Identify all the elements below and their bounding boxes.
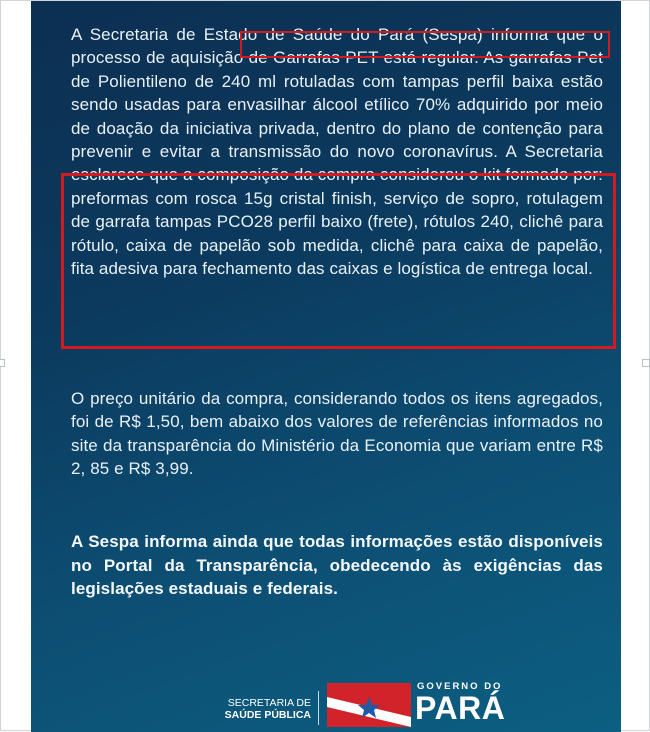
secretaria-logo-text	[191, 697, 311, 721]
secretaria-line-1: SECRETARIA DE	[227, 697, 311, 709]
paragraph-2: O preço unitário da compra, considerando todos os itens agregados, foi de R$ 1,50, bem abaixo dos valores de referências informados no site da transparência do Ministério da Economia que variam entre R$ 2, 85 e R$ 3,99.	[71, 389, 603, 479]
highlight-box-kit	[61, 173, 616, 349]
governo-do-label: GOVERNO DO	[417, 681, 503, 692]
highlight-box-regular	[240, 31, 610, 58]
secretaria-line-2: SAÚDE PÚBLICA	[224, 709, 311, 721]
footer-divider	[318, 691, 319, 725]
estado-para-label: PARÁ	[415, 690, 506, 726]
paragraph-1: A Secretaria de Estado de Saúde do Pará (Sespa) informa que o processo de aquisição de Garrafas PET está regular. As garrafas Pet de Polientileno de 240 ml rotuladas com tampas perfil baixa estão sendo usadas para envasilhar álcool etílico 70% adquirido por meio de doação da iniciativa privada, dentro do plano de contenção para prevenir e evitar a transmissão do novo coronavírus. A Secretaria esclarece que a composição da compra considerou o kit formado por: preformas com rosca 15g cristal finish, serviço de sopro, rotulagem de garrafa tampas PCO28 perfil baixo (frete), rótulos 240, clichê para rótulo, caixa de papelão sob medida, clichê para caixa de papelão, fita adesiva para fechamento das caixas e logística de entrega local.	[71, 25, 603, 279]
selection-handle-left	[0, 359, 5, 367]
press-release-card	[31, 1, 621, 732]
paragraph-3: A Sespa informa ainda que todas informações estão disponíveis no Portal da Transparência, obedecendo às exigências das legislações estaduais e federais.	[71, 532, 603, 599]
selection-handle-right	[642, 359, 650, 367]
para-flag-logo	[327, 683, 411, 727]
